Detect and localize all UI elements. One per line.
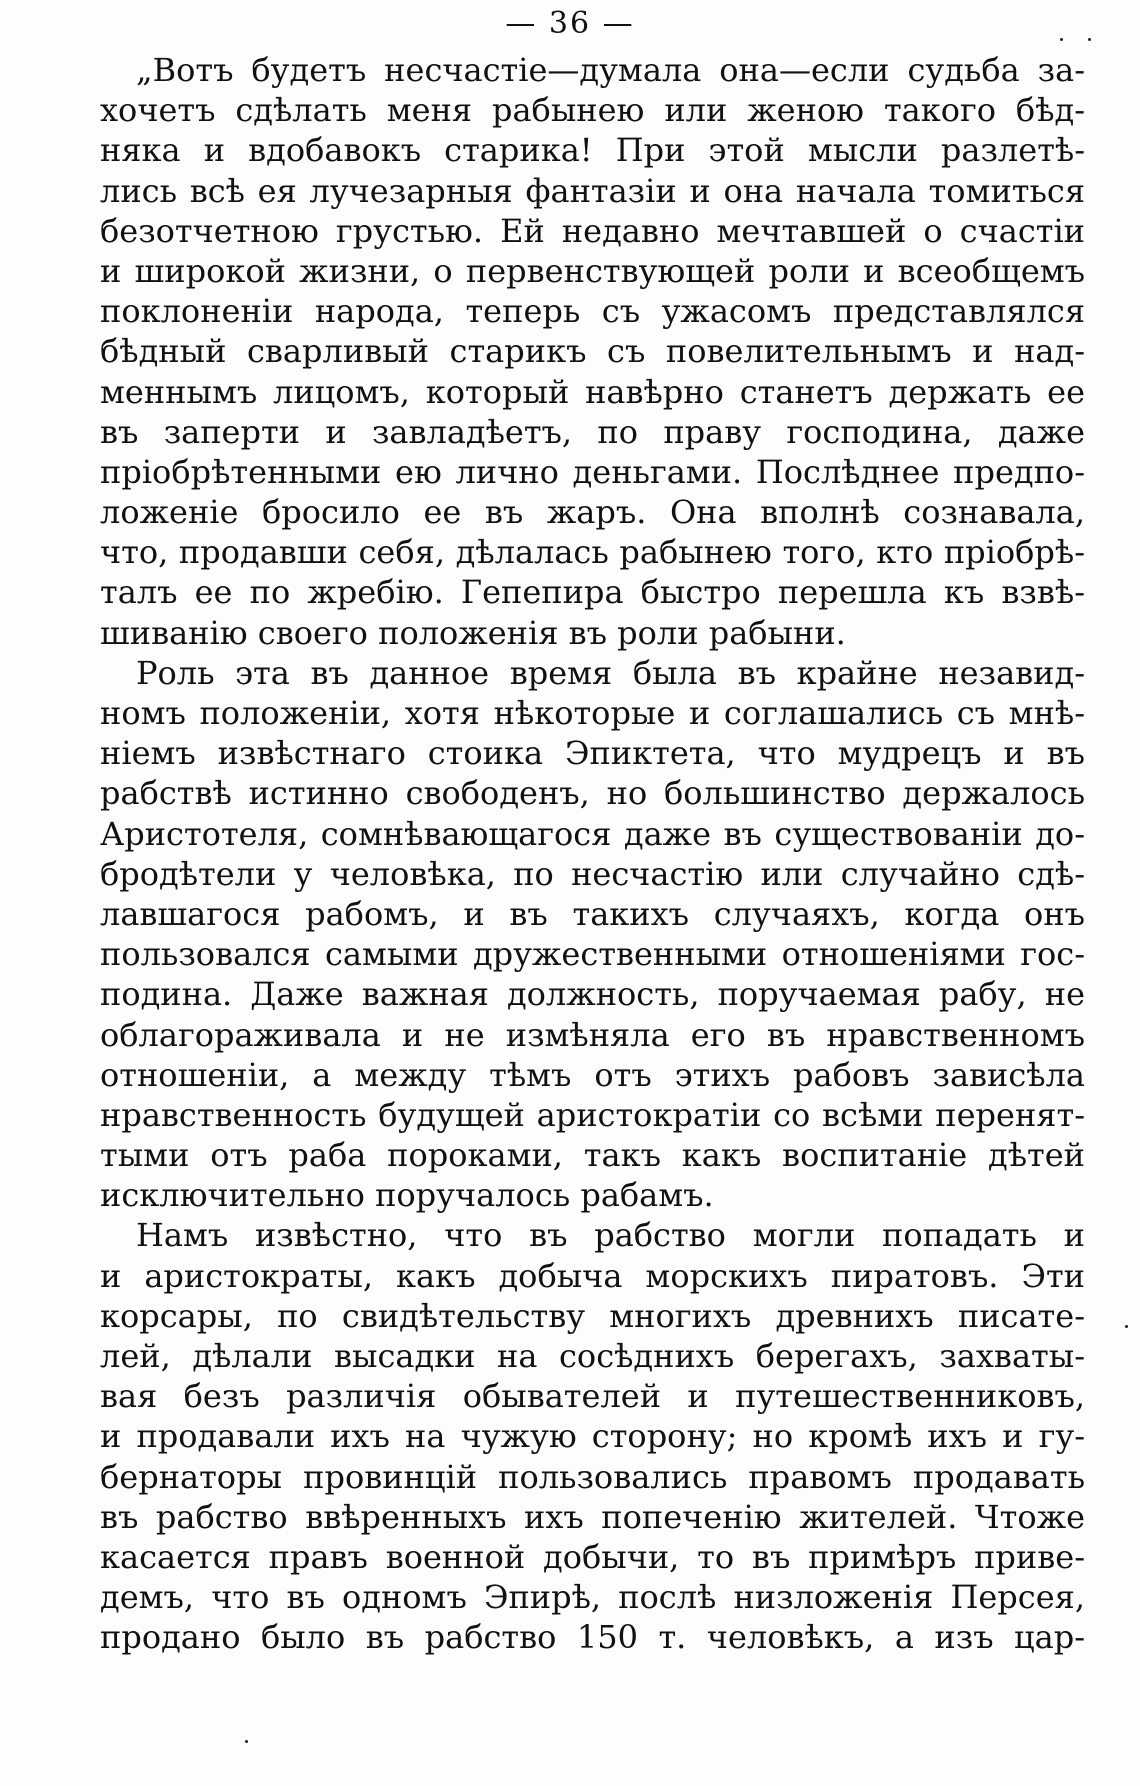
text-line: номъ положеніи, хотя нѣкоторые и соглашались съ мнѣ- (100, 694, 1085, 732)
text-line: бѣдный сварливый старикъ съ повелительнымъ и над- (100, 332, 1085, 371)
text-line: и продавали ихъ на чужую сторону; но кромѣ ихъ и гу- (100, 1417, 1085, 1456)
text-line: и аристократы, какъ добыча морскихъ пиратовъ. Эти (100, 1256, 1085, 1295)
text-line: рабствѣ истинно свободенъ, но большинство держалось (100, 774, 1085, 813)
text-line: исключительно поручалось рабамъ. (100, 1176, 714, 1215)
text-line: талъ ее по жребію. Гепепира быстро перешла къ взвѣ- (100, 573, 1085, 612)
text-body (100, 50, 1085, 1658)
scan-speck (1125, 1325, 1128, 1328)
text-line: продано было въ рабство 150 т. человѣкъ, а изъ цар- (100, 1618, 1085, 1657)
text-line: вая безъ различія обывателей и путешественниковъ, (100, 1377, 1085, 1416)
text-line: лись всѣ ея лучезарныя фантазіи и она начала томиться (100, 171, 1085, 210)
page-number: — 36 — (505, 6, 635, 41)
text-line: Роль эта въ данное время была въ крайне незавид- (136, 653, 1085, 692)
text-line: ніемъ извѣстнаго стоика Эпиктета, что мудрецъ и въ (100, 734, 1085, 773)
text-line: и широкой жизни, о первенствующей роли и всеобщемъ (100, 251, 1085, 290)
text-line: поклоненіи народа, теперь съ ужасомъ представлялся (100, 292, 1085, 331)
scan-speck (1088, 38, 1091, 41)
text-line: касается правъ военной добычи, то въ примѣръ приве- (100, 1537, 1085, 1576)
text-line: „Вотъ будетъ несчастіе—думала она—если судьба за- (136, 51, 1085, 89)
paragraph (100, 1215, 1085, 1657)
text-line: шиванію своего положенія въ роли рабыни. (100, 613, 846, 652)
text-line: Намъ извѣстно, что въ рабство могли попадать и (136, 1216, 1085, 1255)
text-line: въ заперти и завладѣетъ, по праву господина, даже (100, 412, 1085, 451)
text-line: лей, дѣлали высадки на сосѣднихъ берегахъ, захваты- (100, 1337, 1085, 1375)
scan-speck (245, 1740, 248, 1743)
text-line: тыми отъ раба пороками, такъ какъ воспитаніе дѣтей (100, 1136, 1085, 1175)
text-line: подина. Даже важная должность, поручаемая рабу, не (100, 975, 1085, 1014)
text-line: лавшагося рабомъ, и въ такихъ случаяхъ, когда онъ (100, 894, 1085, 933)
text-line: безотчетною грустью. Ей недавно мечтавшей о счастіи (100, 211, 1085, 250)
text-line: бернаторы провинцій пользовались правомъ продавать (100, 1457, 1085, 1496)
text-line: корсары, по свидѣтельству многихъ древнихъ писате- (100, 1296, 1085, 1335)
text-line: отношеніи, а между тѣмъ отъ этихъ рабовъ зависѣла (100, 1055, 1085, 1094)
text-line: облагораживала и не измѣняла его въ нравственномъ (100, 1015, 1085, 1054)
paragraph (100, 653, 1085, 1216)
text-line: что, продавши себя, дѣлалась рабынею того, кто пріобрѣ- (100, 533, 1085, 572)
paragraph (100, 50, 1085, 653)
text-line: пріобрѣтенными ею лично деньгами. Послѣднее предпо- (100, 452, 1085, 491)
text-line: меннымъ лицомъ, который навѣрно станетъ держать ее (100, 372, 1085, 411)
text-line: нравственность будущей аристократіи со всѣми перенят- (100, 1095, 1085, 1134)
text-line: демъ, что въ одномъ Эпирѣ, послѣ низложенія Персея, (100, 1578, 1085, 1617)
text-line: пользовался самыми дружественными отношеніями гос- (100, 935, 1085, 974)
text-line: хочетъ сдѣлать меня рабынею или женою такого бѣд- (100, 91, 1085, 130)
text-line: ложеніе бросило ее въ жаръ. Она вполнѣ сознавала, (100, 493, 1085, 532)
text-line: бродѣтели у человѣка, по несчастію или случайно сдѣ- (100, 854, 1085, 893)
text-line: Аристотеля, сомнѣвающагося даже въ существованіи до- (100, 814, 1085, 853)
text-line: няка и вдобавокъ старика! При этой мысли разлетѣ- (100, 131, 1085, 170)
scan-speck (1060, 38, 1063, 41)
text-line: въ рабство ввѣренныхъ ихъ попеченію жителей. Чтоже (100, 1497, 1085, 1536)
